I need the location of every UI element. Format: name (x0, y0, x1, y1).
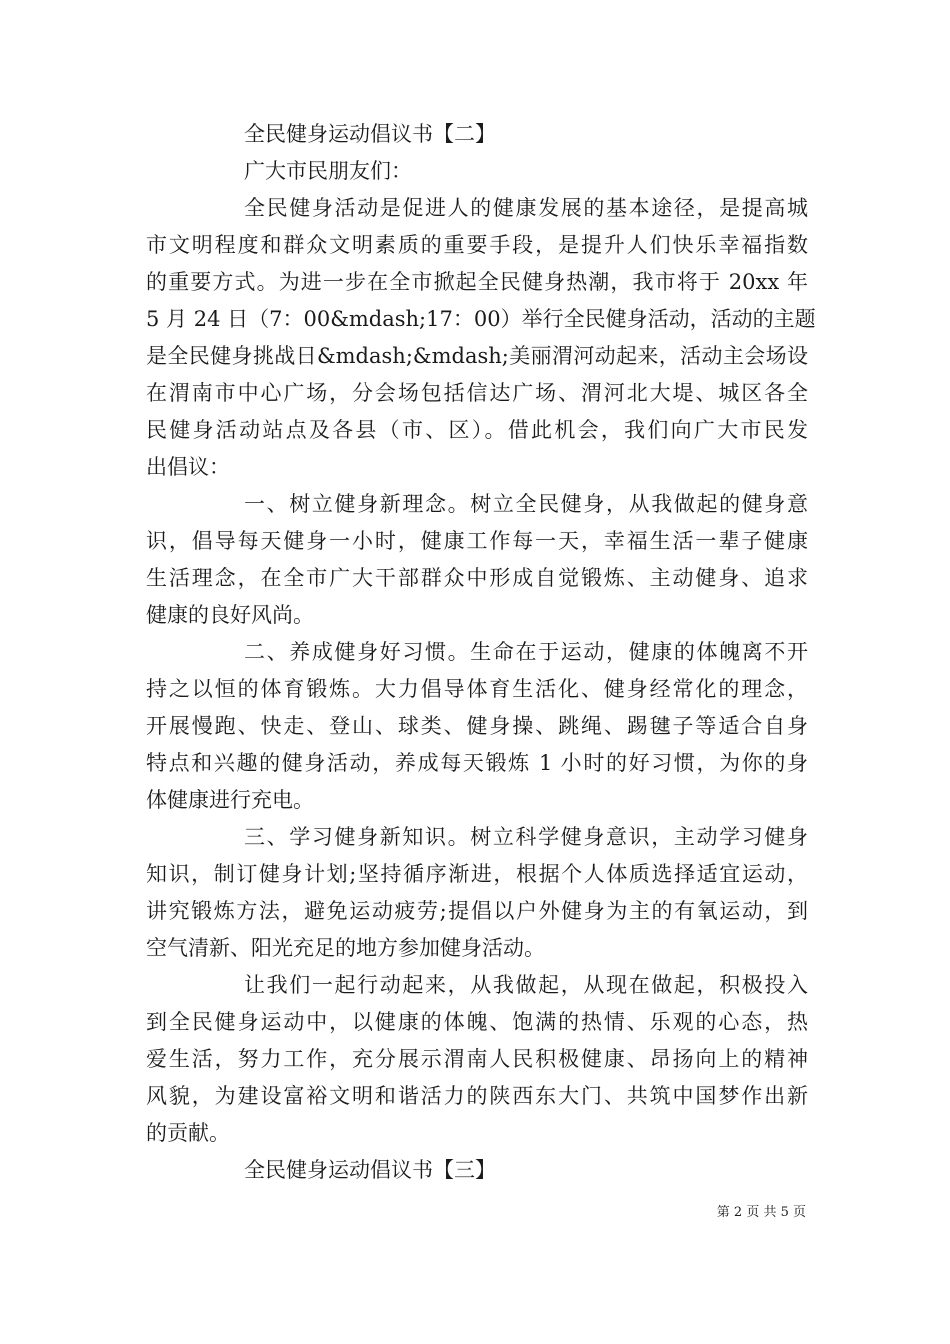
paragraph-line: 持之以恒的体育锻炼。大力倡导体育生活化、健身经常化的理念， (146, 677, 808, 701)
paragraph-line: 一、树立健身新理念。树立全民健身，从我做起的健身意 (244, 492, 808, 516)
paragraph-item-2 (146, 634, 808, 819)
paragraph-line: 全民健身活动是促进人的健康发展的基本途径，是提高城 (244, 196, 808, 220)
document-body (146, 116, 816, 1189)
paragraph-line: 二、养成健身好习惯。生命在于运动，健康的体魄离不开 (244, 640, 808, 664)
paragraph-line: 三、学习健身新知识。树立科学健身意识，主动学习健身 (244, 825, 808, 849)
paragraph-intro (146, 190, 816, 486)
paragraph-line: 知识，制订健身计划;坚持循序渐进，根据个人体质选择适宜运动， (146, 862, 808, 886)
paragraph-line: 市文明程度和群众文明素质的重要手段，是提升人们快乐幸福指数 (146, 233, 808, 257)
paragraph-item-3 (146, 819, 808, 967)
paragraph-line: 体健康进行充电。 (146, 788, 314, 812)
section-heading-2: 全民健身运动倡议书【二】 (244, 122, 496, 146)
paragraph-line: 开展慢跑、快走、登山、球类、健身操、跳绳、踢毽子等适合自身 (146, 714, 808, 738)
paragraph-line: 特点和兴趣的健身活动，养成每天锻炼 1 小时的好习惯，为你的身 (146, 751, 808, 775)
paragraph-line: 健康的良好风尚。 (146, 603, 314, 627)
paragraph-line: 讲究锻炼方法，避免运动疲劳;提倡以户外健身为主的有氧运动，到 (146, 899, 808, 923)
paragraph-line: 民健身活动站点及各县（市、区）。借此机会，我们向广大市民发 (146, 418, 808, 442)
paragraph-line: 风貌，为建设富裕文明和谐活力的陕西东大门、共筑中国梦作出新 (146, 1084, 808, 1108)
paragraph-line: 生活理念，在全市广大干部群众中形成自觉锻炼、主动健身、追求 (146, 566, 808, 590)
paragraph-line: 的贡献。 (146, 1121, 230, 1145)
paragraph-line: 出倡议： (146, 455, 230, 479)
paragraph-line: 爱生活，努力工作，充分展示渭南人民积极健康、昂扬向上的精神 (146, 1047, 808, 1071)
paragraph-line: 空气清新、阳光充足的地方参加健身活动。 (146, 936, 545, 960)
paragraph-line: 是全民健身挑战日&mdash;&mdash;美丽渭河动起来，活动主会场设 (146, 344, 808, 368)
paragraph-line: 5 月 24 日（7：00&mdash;17：00）举行全民健身活动，活动的主题 (146, 307, 816, 331)
paragraph-line: 识，倡导每天健身一小时，健康工作每一天，幸福生活一辈子健康 (146, 529, 808, 553)
paragraph-line: 的重要方式。为进一步在全市掀起全民健身热潮，我市将于 20xx 年 (146, 270, 808, 294)
paragraph-line: 让我们一起行动起来，从我做起，从现在做起，积极投入 (244, 973, 808, 997)
paragraph-line: 在渭南市中心广场，分会场包括信达广场、渭河北大堤、城区各全 (146, 381, 808, 405)
paragraph-item-1 (146, 486, 808, 634)
page-number: 第 2 页 共 5 页 (716, 1205, 806, 1220)
salutation: 广大市民朋友们： (244, 159, 412, 183)
paragraph-closing (146, 967, 808, 1152)
paragraph-line: 到全民健身运动中，以健康的体魄、饱满的热情、乐观的心态，热 (146, 1010, 808, 1034)
section-heading-3: 全民健身运动倡议书【三】 (244, 1158, 496, 1182)
